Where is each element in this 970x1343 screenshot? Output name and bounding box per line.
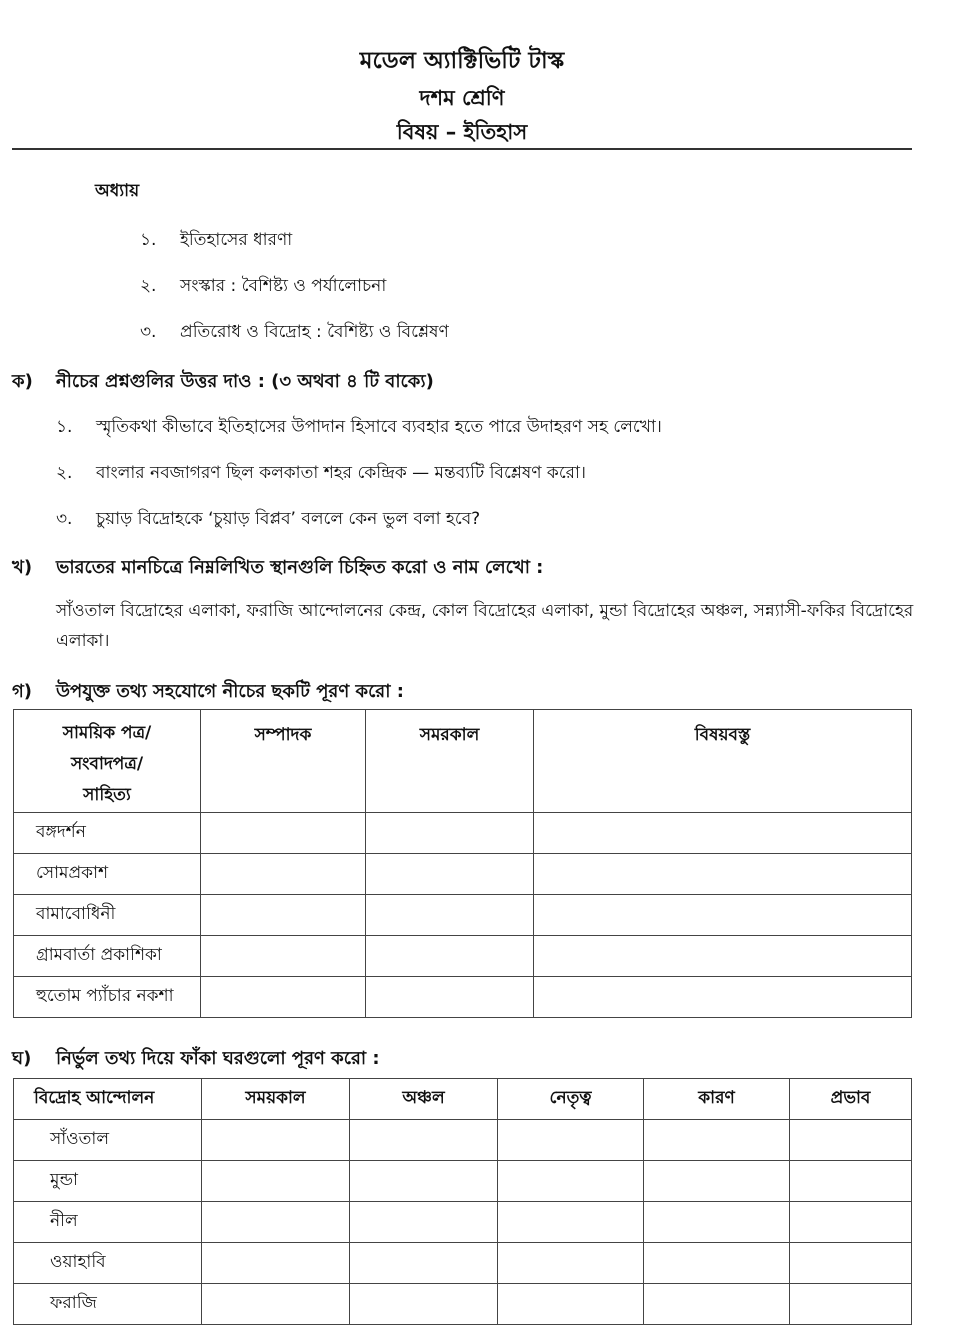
blank-cell[interactable] <box>790 1284 912 1325</box>
rebellions-table <box>13 1078 912 1325</box>
blank-cell[interactable] <box>202 1202 350 1243</box>
table-row <box>14 895 912 936</box>
table-row <box>14 1243 912 1284</box>
table-row <box>14 1284 912 1325</box>
blank-cell[interactable] <box>350 1120 498 1161</box>
section-ga-heading: উপযুক্ত তথ্য সহযোগে নীচের ছকটি পূরণ করো : <box>56 681 404 702</box>
subject-label: বিষয় – ইতিহাস <box>396 120 528 144</box>
column-header-periodical: সাময়িক পত্র/ সংবাদপত্র/ সাহিত্য <box>14 710 201 813</box>
blank-cell[interactable] <box>534 936 912 977</box>
question-number: ২. <box>56 463 73 483</box>
header-divider <box>12 148 912 150</box>
blank-cell[interactable] <box>534 895 912 936</box>
table-row <box>14 854 912 895</box>
chapters-heading: অধ্যায় <box>95 181 140 201</box>
blank-cell[interactable] <box>498 1161 644 1202</box>
blank-cell[interactable] <box>644 1202 790 1243</box>
column-header-cause: কারণ <box>644 1079 790 1120</box>
row-label: গ্রামবার্তা প্রকাশিকা <box>14 936 201 977</box>
row-label: নীল <box>14 1202 202 1243</box>
blank-cell[interactable] <box>350 1202 498 1243</box>
chapter-number: ১. <box>140 230 157 250</box>
table-row <box>14 1202 912 1243</box>
section-kha-label: খ) <box>12 557 33 578</box>
blank-cell[interactable] <box>644 1120 790 1161</box>
blank-cell[interactable] <box>350 1284 498 1325</box>
table-header-row <box>14 1079 912 1120</box>
column-header-period: সময়কাল <box>202 1079 350 1120</box>
blank-cell[interactable] <box>790 1120 912 1161</box>
question-number: ৩. <box>56 509 73 529</box>
column-header-subject: বিষয়বস্তু <box>534 710 912 813</box>
question-number: ১. <box>56 417 73 437</box>
blank-cell[interactable] <box>201 854 366 895</box>
table-row <box>14 936 912 977</box>
row-label: হুতোম প্যাঁচার নকশা <box>14 977 201 1018</box>
section-ga-label: গ) <box>12 681 33 702</box>
blank-cell[interactable] <box>202 1284 350 1325</box>
row-label: বঙ্গদর্শন <box>14 813 201 854</box>
column-header-period: সমরকাল <box>366 710 534 813</box>
blank-cell[interactable] <box>498 1243 644 1284</box>
row-label: বামাবোধিনী <box>14 895 201 936</box>
column-header-editor: সম্পাদক <box>201 710 366 813</box>
question-text: চুয়াড় বিদ্রোহকে ‘চুয়াড় বিপ্লব’ বললে কেন ভুল বলা হবে? <box>96 509 481 529</box>
blank-cell[interactable] <box>498 1202 644 1243</box>
blank-cell[interactable] <box>366 895 534 936</box>
column-header-rebellion: বিদ্রোহ আন্দোলন <box>14 1079 202 1120</box>
blank-cell[interactable] <box>790 1243 912 1284</box>
blank-cell[interactable] <box>350 1243 498 1284</box>
section-gha-heading: নির্ভুল তথ্য দিয়ে ফাঁকা ঘরগুলো পূরণ করো : <box>56 1048 380 1069</box>
row-label: সাঁওতাল <box>14 1120 202 1161</box>
blank-cell[interactable] <box>534 977 912 1018</box>
periodicals-table <box>13 709 912 1018</box>
blank-cell[interactable] <box>644 1161 790 1202</box>
blank-cell[interactable] <box>366 813 534 854</box>
column-header-region: অঞ্চল <box>350 1079 498 1120</box>
blank-cell[interactable] <box>202 1120 350 1161</box>
blank-cell[interactable] <box>366 854 534 895</box>
map-places-text: সাঁওতাল বিদ্রোহের এলাকা, ফরাজি আন্দোলনের কেন্দ্র, কোল বিদ্রোহের এলাকা, মুন্ডা বিদ্রোহের অঞ্চল, সন্ন্যাসী-ফকির বিদ্রোহের এলাকা। <box>56 601 914 651</box>
blank-cell[interactable] <box>644 1284 790 1325</box>
question-text: স্মৃতিকথা কীভাবে ইতিহাসের উপাদান হিসাবে ব্যবহার হতে পারে উদাহরণ সহ লেখো। <box>96 417 662 437</box>
section-ka-heading: নীচের প্রশ্নগুলির উত্তর দাও : (৩ অথবা ৪ টি বাক্যে) <box>56 371 434 392</box>
blank-cell[interactable] <box>201 936 366 977</box>
row-label: ফরাজি <box>14 1284 202 1325</box>
blank-cell[interactable] <box>790 1161 912 1202</box>
section-ka-label: ক) <box>12 371 33 392</box>
section-kha-heading: ভারতের মানচিত্রে নিম্নলিখিত স্থানগুলি চিহ্নিত করো ও নাম লেখো : <box>56 557 544 578</box>
page-title: মডেল অ্যাক্টিভিটি টাস্ক <box>359 48 565 74</box>
blank-cell[interactable] <box>534 813 912 854</box>
table-row <box>14 813 912 854</box>
blank-cell[interactable] <box>790 1202 912 1243</box>
blank-cell[interactable] <box>498 1120 644 1161</box>
blank-cell[interactable] <box>644 1243 790 1284</box>
class-label: দশম শ্রেণি <box>419 86 505 110</box>
table-header-row <box>14 710 912 813</box>
row-label: সোমপ্রকাশ <box>14 854 201 895</box>
blank-cell[interactable] <box>202 1243 350 1284</box>
column-header-impact: প্রভাব <box>790 1079 912 1120</box>
blank-cell[interactable] <box>201 813 366 854</box>
table-row <box>14 1161 912 1202</box>
chapter-item: প্রতিরোধ ও বিদ্রোহ : বৈশিষ্ট্য ও বিশ্লেষণ <box>180 322 449 342</box>
blank-cell[interactable] <box>366 936 534 977</box>
blank-cell[interactable] <box>534 854 912 895</box>
blank-cell[interactable] <box>202 1161 350 1202</box>
blank-cell[interactable] <box>350 1161 498 1202</box>
section-gha-label: ঘ) <box>12 1048 32 1069</box>
blank-cell[interactable] <box>366 977 534 1018</box>
table-row <box>14 1120 912 1161</box>
chapter-item: ইতিহাসের ধারণা <box>180 230 293 250</box>
table-row <box>14 977 912 1018</box>
blank-cell[interactable] <box>201 895 366 936</box>
chapter-item: সংস্কার : বৈশিষ্ট্য ও পর্যালোচনা <box>180 276 387 296</box>
column-header-leadership: নেতৃত্ব <box>498 1079 644 1120</box>
blank-cell[interactable] <box>201 977 366 1018</box>
row-label: ওয়াহাবি <box>14 1243 202 1284</box>
question-text: বাংলার নবজাগরণ ছিল কলকাতা শহর কেন্দ্রিক — মন্তব্যটি বিশ্লেষণ করো। <box>96 463 587 483</box>
blank-cell[interactable] <box>498 1284 644 1325</box>
chapter-number: ২. <box>140 276 157 296</box>
row-label: মুন্ডা <box>14 1161 202 1202</box>
chapter-number: ৩. <box>140 322 157 342</box>
